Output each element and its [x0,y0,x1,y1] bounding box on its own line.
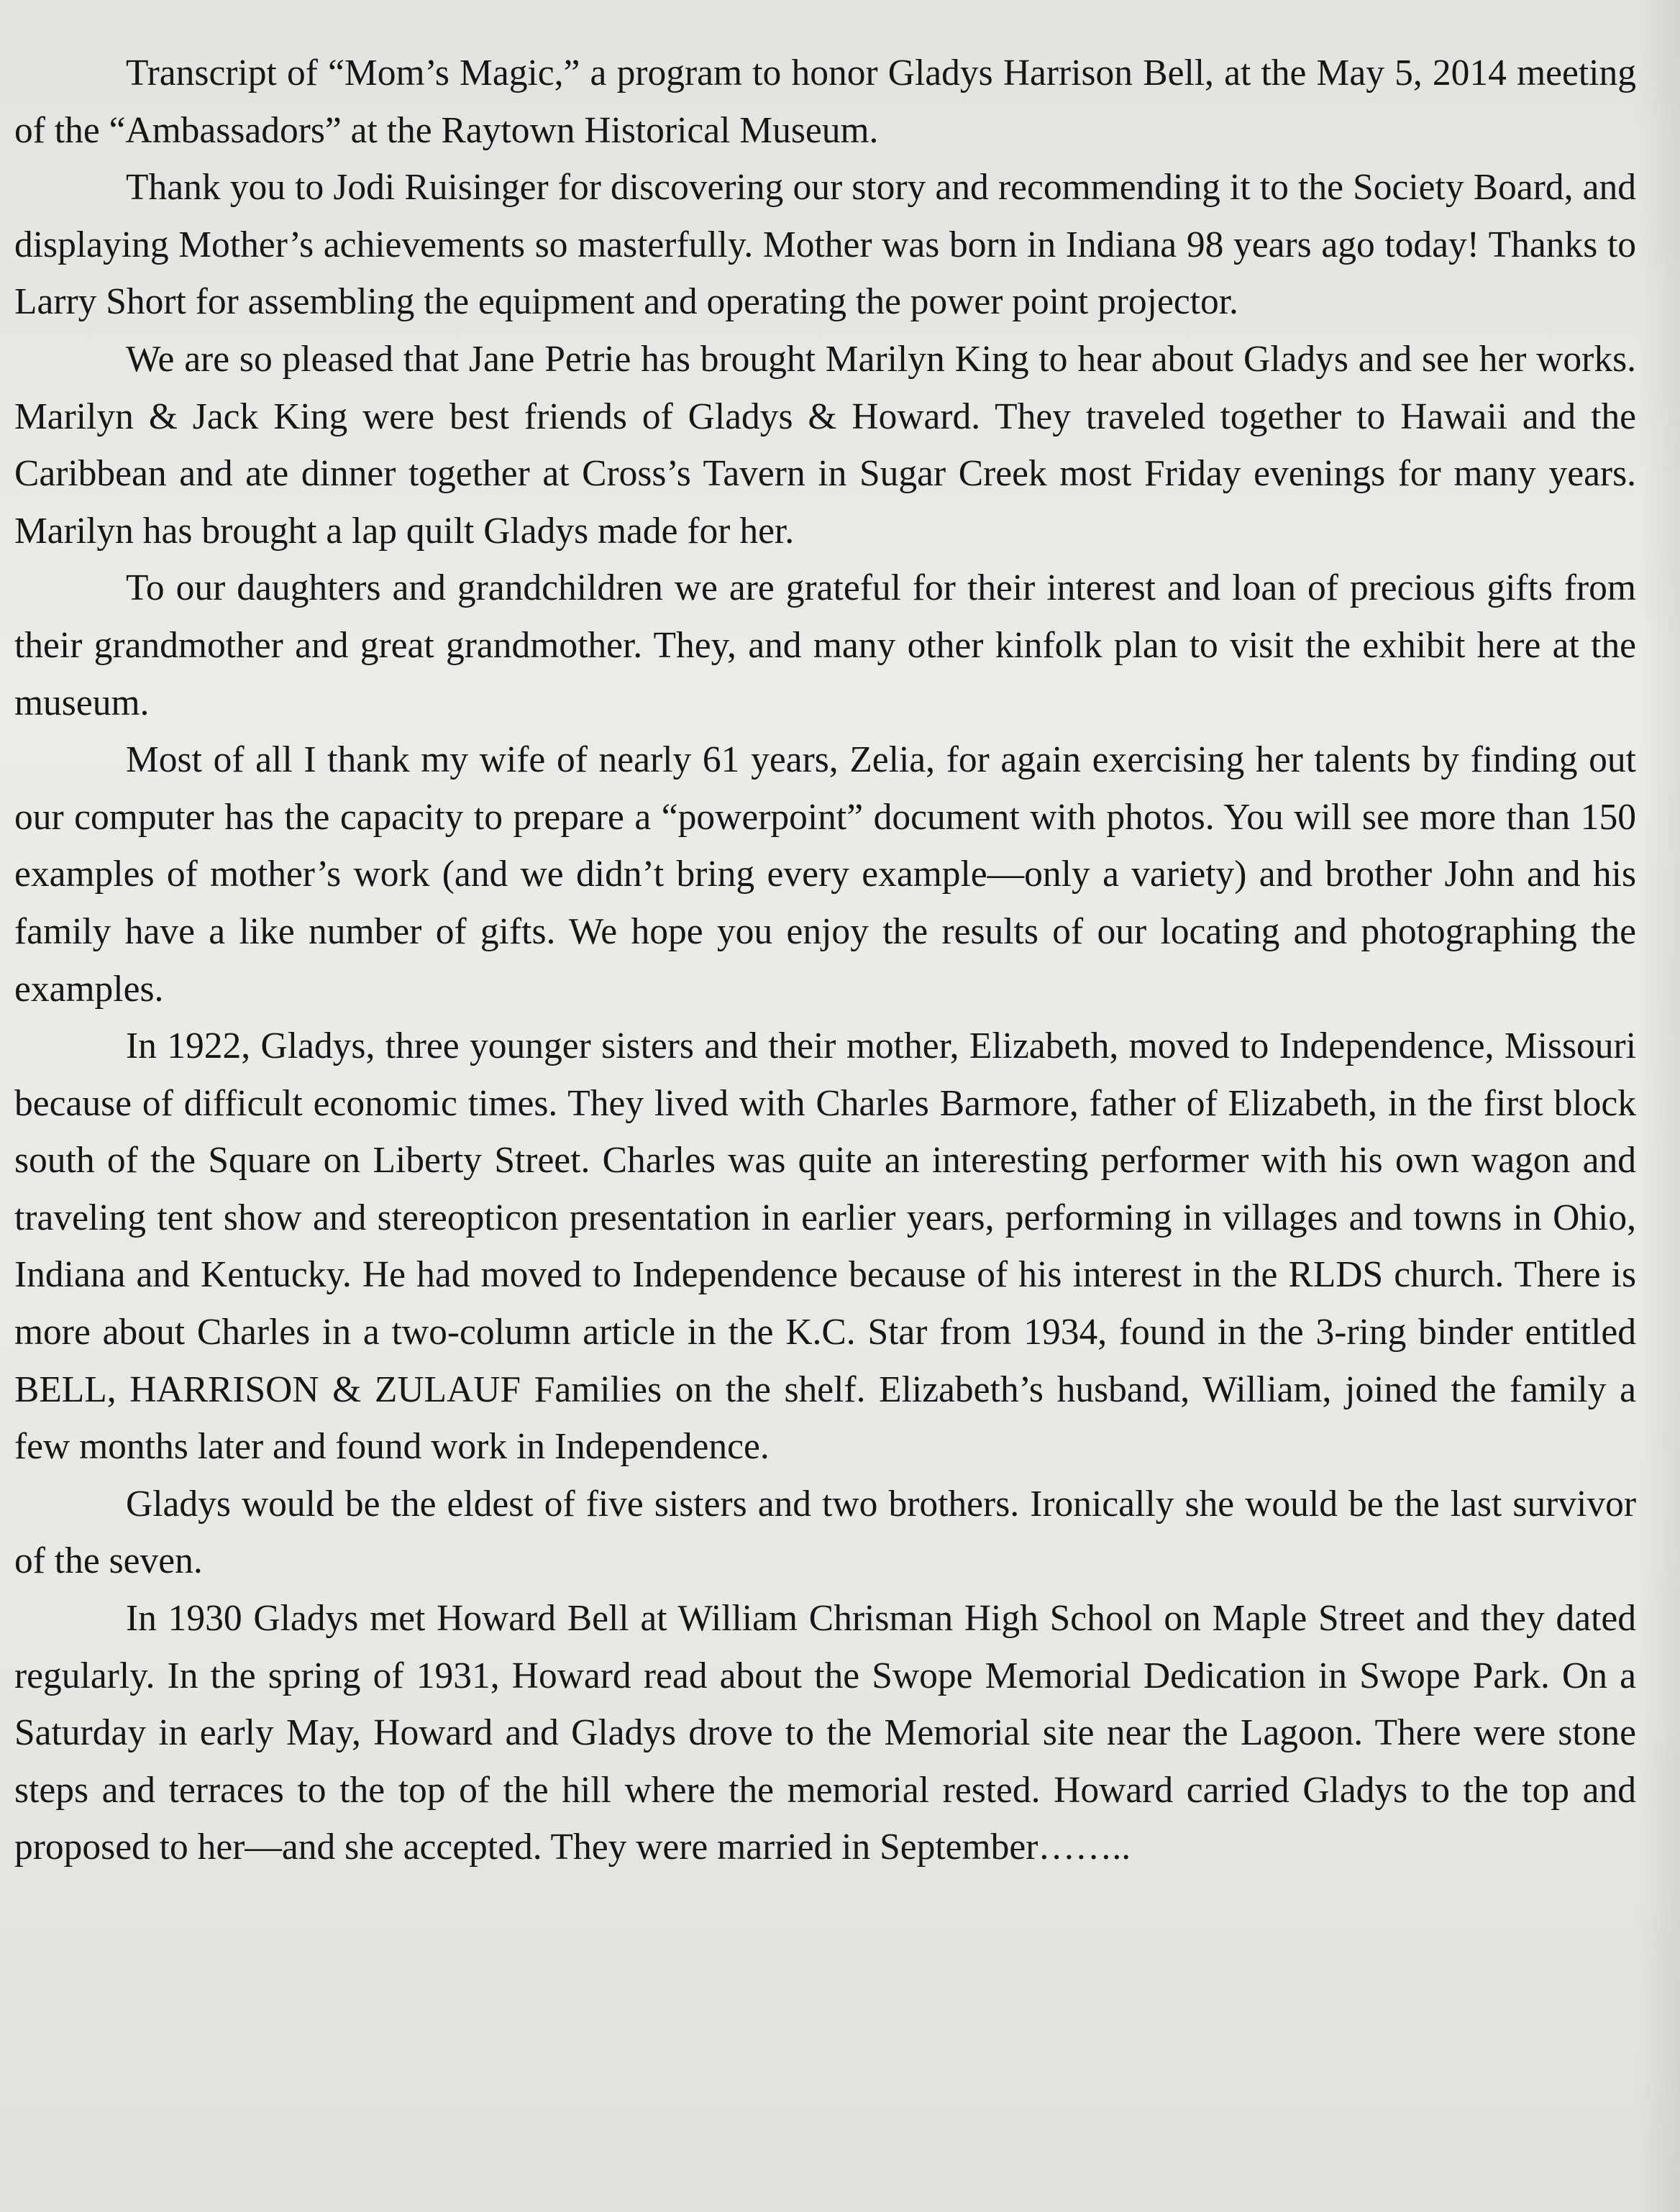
paragraph-1922-move: In 1922, Gladys, three younger sisters and their mother, Elizabeth, moved to Independence, Missouri because of difficult economic times. They lived with Charles Barmore, father of Elizabeth, in the first block south of the Square on Liberty Street. Charles was quite an interesting performer with his own wagon and traveling tent show and stereopticon presentation in earlier years, performing in villages and towns in Ohio, Indiana and Kentucky. He had moved to Independence because of his interest in the RLDS church. There is more about Charles in a two-column article in the K.C. Star from 1934, found in the 3-ring binder entitled BELL, HARRISON & ZULAUF Families on the shelf. Elizabeth’s husband, William, joined the family a few months later and found work in Independence. [14,1025,1636,1468]
paragraph-intro: Transcript of “Mom’s Magic,” a program to honor Gladys Harrison Bell, at the May 5, 2014 meeting of the “Ambassadors” at the Raytown Historical Museum. [14,52,1636,151]
page-edge-shadow [1637,0,1680,2212]
paragraph-1930-proposal: In 1930 Gladys met Howard Bell at William Chrisman High School on Maple Street and they dated regularly. In the spring of 1931, Howard read about the Swope Memorial Dedication in Swope Park. On a Saturday in early May, Howard and Gladys drove to the Memorial site near the Lagoon. There were stone steps and terraces to the top of the hill where the memorial rested. Howard carried Gladys to the top and proposed to her—and she accepted. They were married in September…….. [14,1598,1636,1868]
paragraph-marilyn-king: We are so pleased that Jane Petrie has brought Marilyn King to hear about Gladys and see her works. Marilyn & Jack King were best friends of Gladys & Howard. They traveled together to Hawaii and the Caribbean and ate dinner together at Cross’s Tavern in Sugar Creek most Friday evenings for many years. Marilyn has brought a lap quilt Gladys made for her. [14,338,1636,552]
paragraph-siblings: Gladys would be the eldest of five sisters and two brothers. Ironically she would be the last survivor of the seven. [14,1483,1636,1582]
paragraph-daughters: To our daughters and grandchildren we are grateful for their interest and loan of precious gifts from their grandmother and great grandmother. They, and many other kinfolk plan to visit the exhibit here at the museum. [14,567,1636,723]
transcript-document [14,45,1636,1876]
paragraph-zelia: Most of all I thank my wife of nearly 61 years, Zelia, for again exercising her talents by finding out our computer has the capacity to prepare a “powerpoint” document with photos. You will see more than 150 examples of mother’s work (and we didn’t bring every example—only a variety) and brother John and his family have a like number of gifts. We hope you enjoy the results of our locating and photographing the examples. [14,739,1636,1010]
paragraph-thanks-jodi: Thank you to Jodi Ruisinger for discovering our story and recommending it to the Society Board, and displaying Mother’s achievements so masterfully. Mother was born in Indiana 98 years ago today! Thanks to Larry Short for assembling the equipment and operating the power point projector. [14,167,1636,323]
